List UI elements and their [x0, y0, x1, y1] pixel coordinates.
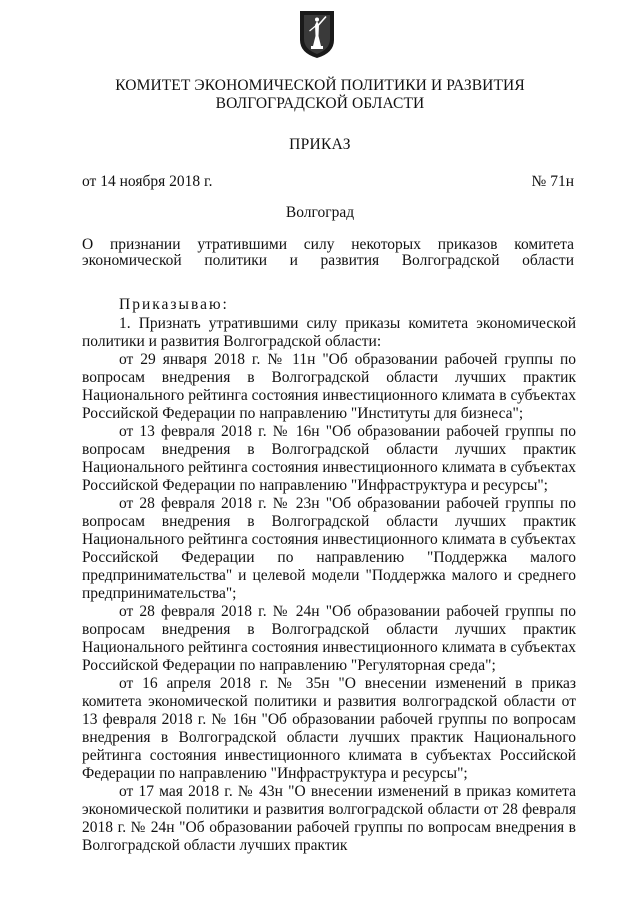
paragraph-order-24n: от 28 февраля 2018 г. № 24н "Об образовании рабочей группы по вопросам внедрения в Волгоградской области лучших практик Национального рейтинга состояния инвестиционного климата в субъектах Российской Федерации по направлению "Регуляторная среда";: [82, 603, 576, 674]
ordering-word: Приказываю:: [119, 296, 229, 313]
paragraph-order-16n: от 13 февраля 2018 г. № 16н "Об образовании рабочей группы по вопросам внедрения в Волгоградской области лучших практик Национального рейтинга состояния инвестиционного климата в субъектах Российской Федерации по направлению "Инфраструктура и ресурсы";: [82, 423, 576, 494]
paragraph-order-43n: от 17 мая 2018 г. № 43н "О внесении изменений в приказ комитета экономической политики и развития волгоградской области от 28 февраля 2018 г. № 24н "Об образовании рабочей группы по вопросам внедрения в Волгоградской области лучших практик: [82, 783, 576, 854]
volgograd-coat-of-arms-icon: [297, 8, 337, 60]
paragraph-order-35n: от 16 апреля 2018 г. № 35н "О внесении изменений в приказ комитета экономической политики и развития волгоградской области от 13 февраля 2018 г. № 16н "Об образовании рабочей группы по вопросам внедрения в Волгоградской области лучших практик Национального рейтинга состояния инвестиционного климата в субъектах Российской Федерации по направлению "Инфраструктура и ресурсы";: [82, 675, 576, 782]
committee-name-line2: ВОЛГОГРАДСКОЙ ОБЛАСТИ: [215, 95, 425, 112]
subject-line1: О признании утратившими силу некоторых приказов комитета: [82, 236, 574, 253]
committee-name-line1: КОМИТЕТ ЭКОНОМИЧЕСКОЙ ПОЛИТИКИ И РАЗВИТИЯ: [115, 77, 525, 94]
paragraph-order-23n: от 28 февраля 2018 г. № 23н "Об образовании рабочей группы по вопросам внедрения в Волгоградской области лучших практик Национального рейтинга состояния инвестиционного климата в субъектах Российской Федерации по направлению "Поддержка малого предпринимательства" и целевой модели "Поддержка малого и среднего предпринимательства";: [82, 495, 576, 602]
committee-name: [0, 77, 640, 113]
paragraph-order-11n: от 29 января 2018 г. № 11н "Об образовании рабочей группы по вопросам внедрения в Волгоградской области лучших практик Национального рейтинга состояния инвестиционного климата в субъектах Российской Федерации по направлению "Институты для бизнеса";: [82, 351, 576, 422]
document-date: от 14 ноября 2018 г.: [82, 173, 213, 190]
document-type-title: ПРИКАЗ: [289, 136, 351, 153]
subject-line2: экономической политики и развития Волгоградской области: [82, 252, 574, 269]
document-subject: [82, 237, 574, 269]
document-body: [82, 296, 576, 855]
document-city: Волгоград: [285, 204, 355, 221]
document-number: № 71н: [531, 173, 574, 190]
paragraph-1: 1. Признать утратившими силу приказы комитета экономической политики и развития Волгоградской области:: [82, 315, 576, 350]
